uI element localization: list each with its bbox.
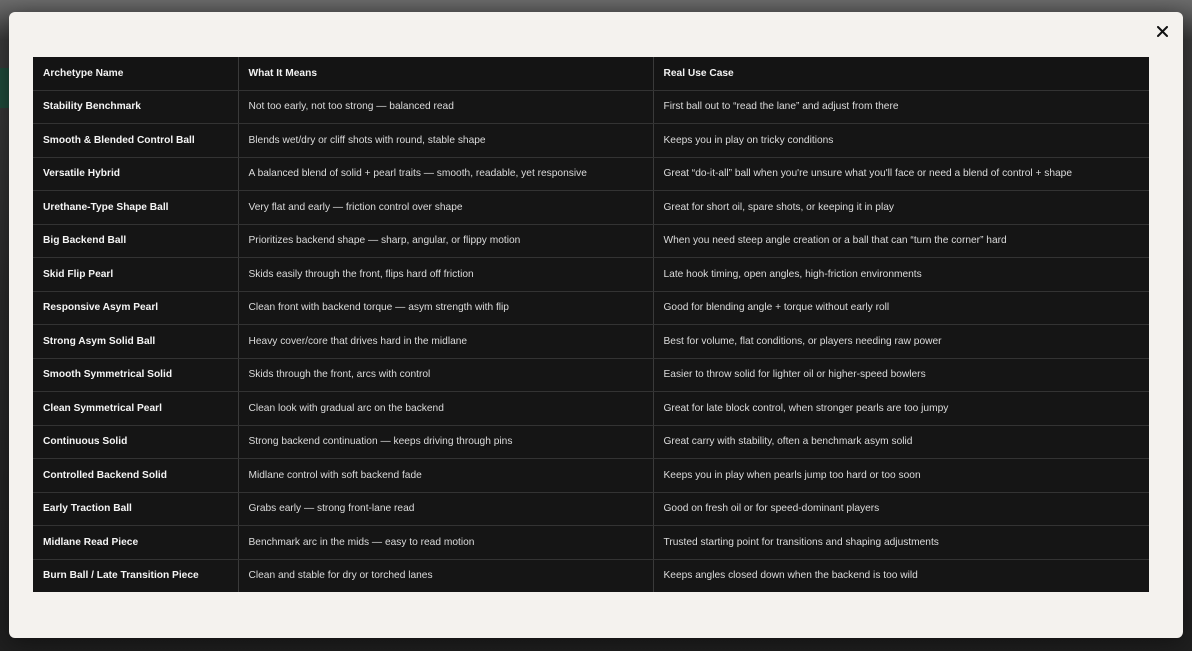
archetype-name-cell: Burn Ball / Late Transition Piece (33, 559, 238, 592)
meaning-cell: Blends wet/dry or cliff shots with round, stable shape (238, 124, 653, 158)
use-case-cell: Great “do-it-all” ball when you're unsure what you'll face or need a blend of control + shape (653, 157, 1149, 191)
archetype-name-cell: Smooth & Blended Control Ball (33, 124, 238, 158)
table-row (33, 291, 1149, 325)
use-case-cell: Easier to throw solid for lighter oil or higher-speed bowlers (653, 358, 1149, 392)
table-row (33, 90, 1149, 124)
table-row (33, 559, 1149, 592)
use-case-cell: Trusted starting point for transitions and shaping adjustments (653, 526, 1149, 560)
use-case-cell: Great for short oil, spare shots, or keeping it in play (653, 191, 1149, 225)
table-row (33, 425, 1149, 459)
archetype-name-cell: Continuous Solid (33, 425, 238, 459)
table-row (33, 526, 1149, 560)
close-button[interactable] (1151, 20, 1173, 42)
archetype-name-cell: Midlane Read Piece (33, 526, 238, 560)
table-row (33, 392, 1149, 426)
archetype-name-cell: Versatile Hybrid (33, 157, 238, 191)
table-row (33, 325, 1149, 359)
meaning-cell: Very flat and early — friction control over shape (238, 191, 653, 225)
meaning-cell: Clean and stable for dry or torched lanes (238, 559, 653, 592)
archetype-name-cell: Urethane-Type Shape Ball (33, 191, 238, 225)
meaning-cell: Strong backend continuation — keeps driving through pins (238, 425, 653, 459)
meaning-cell: Skids easily through the front, flips hard off friction (238, 258, 653, 292)
close-icon (1157, 26, 1168, 37)
table-header-row (33, 57, 1149, 90)
table-row (33, 191, 1149, 225)
use-case-cell: Keeps you in play on tricky conditions (653, 124, 1149, 158)
archetype-name-cell: Early Traction Ball (33, 492, 238, 526)
archetype-name-cell: Smooth Symmetrical Solid (33, 358, 238, 392)
table-row (33, 157, 1149, 191)
meaning-cell: Clean front with backend torque — asym strength with flip (238, 291, 653, 325)
table-row (33, 124, 1149, 158)
column-header-real-use-case: Real Use Case (653, 57, 1149, 90)
use-case-cell: When you need steep angle creation or a ball that can “turn the corner” hard (653, 224, 1149, 258)
table-row (33, 459, 1149, 493)
use-case-cell: First ball out to “read the lane” and adjust from there (653, 90, 1149, 124)
archetype-table (33, 57, 1149, 592)
meaning-cell: Grabs early — strong front-lane read (238, 492, 653, 526)
table-row (33, 358, 1149, 392)
meaning-cell: Heavy cover/core that drives hard in the midlane (238, 325, 653, 359)
archetype-name-cell: Skid Flip Pearl (33, 258, 238, 292)
archetype-modal (9, 12, 1183, 638)
meaning-cell: Prioritizes backend shape — sharp, angular, or flippy motion (238, 224, 653, 258)
column-header-what-it-means: What It Means (238, 57, 653, 90)
use-case-cell: Good for blending angle + torque without early roll (653, 291, 1149, 325)
meaning-cell: Benchmark arc in the mids — easy to read motion (238, 526, 653, 560)
use-case-cell: Best for volume, flat conditions, or players needing raw power (653, 325, 1149, 359)
meaning-cell: Clean look with gradual arc on the backend (238, 392, 653, 426)
archetype-name-cell: Strong Asym Solid Ball (33, 325, 238, 359)
table-row (33, 224, 1149, 258)
meaning-cell: A balanced blend of solid + pearl traits — smooth, readable, yet responsive (238, 157, 653, 191)
archetype-name-cell: Responsive Asym Pearl (33, 291, 238, 325)
archetype-table-container (33, 57, 1149, 592)
use-case-cell: Good on fresh oil or for speed-dominant players (653, 492, 1149, 526)
use-case-cell: Keeps angles closed down when the backend is too wild (663, 570, 918, 582)
use-case-cell: Great for late block control, when stronger pearls are too jumpy (653, 392, 1149, 426)
archetype-name-cell: Controlled Backend Solid (33, 459, 238, 493)
meaning-cell: Not too early, not too strong — balanced read (238, 90, 653, 124)
archetype-name-cell: Stability Benchmark (33, 90, 238, 124)
archetype-name-cell: Big Backend Ball (33, 224, 238, 258)
meaning-cell: Skids through the front, arcs with control (238, 358, 653, 392)
archetype-name-cell: Clean Symmetrical Pearl (33, 392, 238, 426)
table-row (33, 492, 1149, 526)
column-header-archetype-name: Archetype Name (33, 57, 238, 90)
meaning-cell: Midlane control with soft backend fade (238, 459, 653, 493)
use-case-cell: Late hook timing, open angles, high-friction environments (653, 258, 1149, 292)
table-row (33, 258, 1149, 292)
use-case-cell: Great carry with stability, often a benchmark asym solid (653, 425, 1149, 459)
use-case-cell: Keeps you in play when pearls jump too hard or too soon (653, 459, 1149, 493)
